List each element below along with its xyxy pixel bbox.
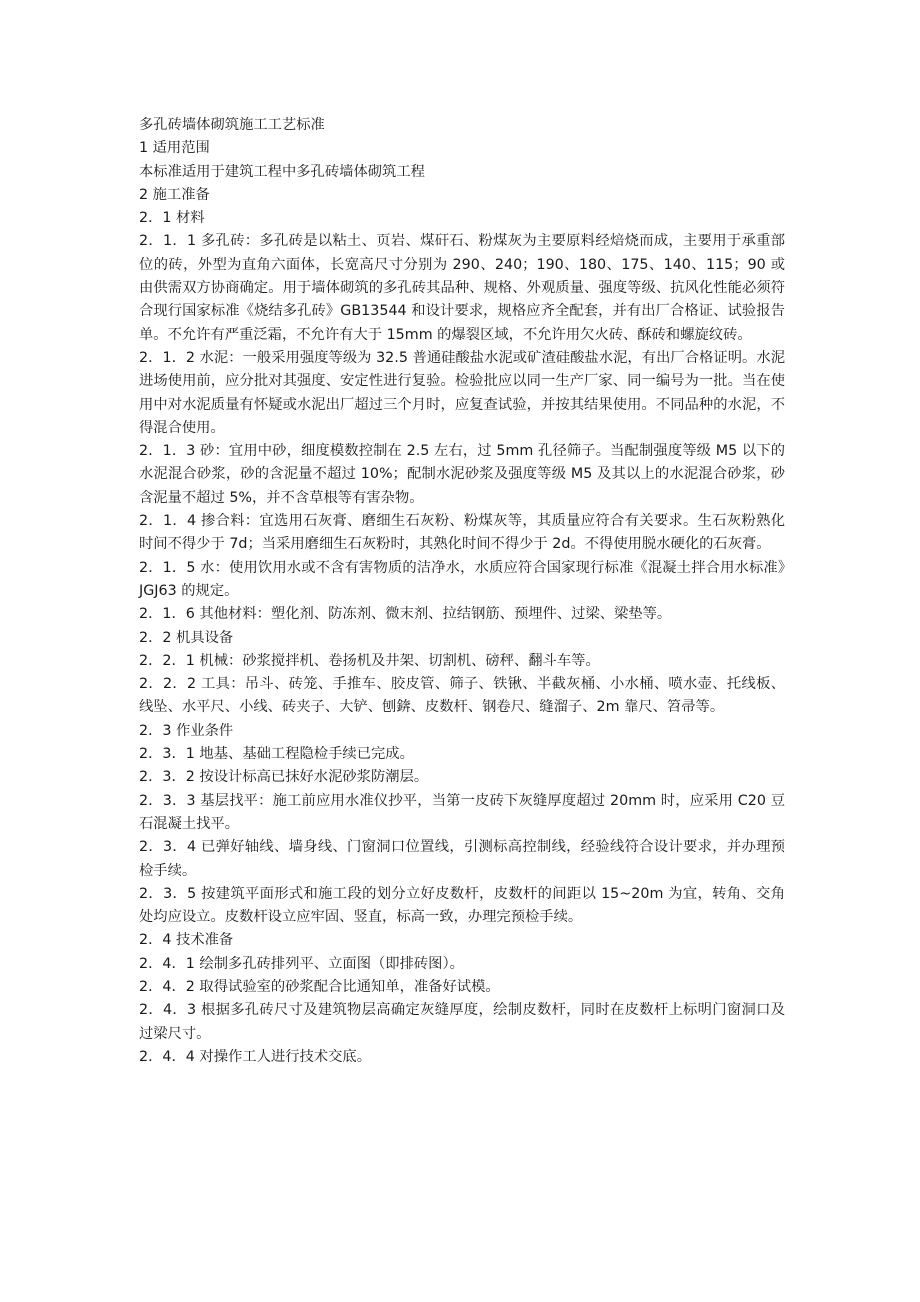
paragraph: 2．4．3 根据多孔砖尺寸及建筑物层高确定灰缝厚度，绘制皮数杆，同时在皮数杆上标明门窗洞口及过梁尺寸。 (139, 1002, 785, 1042)
paragraph: 2．1．1 多孔砖：多孔砖是以粘土、页岩、煤矸石、粉煤灰为主要原料经焙烧而成，主要用于承重部位的砖，外型为直角六面体，长宽高尺寸分别为 290、240；190、180、175、140、115；90 或由供需双方协商确定。用于墙体砌筑的多孔砖其品种、规格、外观质量、强度等级、抗风化性能必须符合现行国家标准《烧结多孔砖》GB13544 和设计要求，规格应齐全配套，并有出厂合格证、试验报告单。不允许有严重泛霜，不允许有大于 15mm 的爆裂区域，不允许用欠火砖、酥砖和螺旋纹砖。 (139, 233, 785, 343)
document-title: 多孔砖墙体砌筑施工工艺标准 (139, 117, 325, 133)
paragraph: 2．4．2 取得试验室的砂浆配合比通知单，准备好试模。 (139, 978, 500, 995)
subsection-heading: 2．3 作业条件 (139, 722, 234, 739)
paragraph: 2．1．2 水泥：一般采用强度等级为 32.5 普通硅酸盐水泥或矿渣硅酸盐水泥，有出厂合格证明。水泥进场使用前，应分批对其强度、安定性进行复验。检验批应以同一生产厂家、同一编号为一批。当在使用中对水泥质量有怀疑或水泥出厂超过三个月时，应复查试验，并按其结果使用。不同品种的水泥，不得混合使用。 (139, 349, 785, 436)
subsection-heading: 2．1 材料 (139, 210, 205, 227)
document-body (139, 114, 785, 1069)
section-heading: 2 施工准备 (139, 186, 210, 203)
paragraph: 2．2．1 机械：砂浆搅拌机、卷扬机及井架、切割机、磅秤、翻斗车等。 (139, 652, 600, 669)
paragraph: 2．3．2 按设计标高已抹好水泥砂浆防潮层。 (139, 769, 429, 786)
paragraph: 2．1．5 水：使用饮用水或不含有害物质的洁净水，水质应符合国家现行标准《混凝土拌合用水标准》JGJ63 的规定。 (139, 559, 785, 599)
paragraph: 本标准适用于建筑工程中多孔砖墙体砌筑工程 (139, 163, 425, 180)
subsection-heading: 2．2 机具设备 (139, 629, 234, 646)
paragraph: 2．2．2 工具：吊斗、砖笼、手推车、胶皮管、筛子、铁锹、半截灰桶、小水桶、喷水壶、托线板、线坠、水平尺、小线、砖夹子、大铲、刨錛、皮数杆、钢卷尺、缝溜子、2m 靠尺、笤帚等。 (139, 676, 785, 716)
paragraph: 2．3．3 基层找平：施工前应用水准仪抄平，当第一皮砖下灰缝厚度超过 20mm 时，应采用 C20 豆石混凝土找平。 (139, 792, 785, 832)
paragraph: 2．3．1 地基、基础工程隐检手续已完成。 (139, 746, 414, 763)
paragraph: 2．4．1 绘制多孔砖排列平、立面图（即排砖图）。 (139, 955, 464, 972)
paragraph: 2．1．4 掺合料：宜选用石灰膏、磨细生石灰粉、粉煤灰等，其质量应符合有关要求。生石灰粉熟化时间不得少于 7d；当采用磨细生石灰粉时，其熟化时间不得少于 2d。不得使用脱水硬化的石灰膏。 (139, 513, 785, 553)
subsection-heading: 2．4 技术准备 (139, 932, 234, 949)
section-heading: 1 适用范围 (139, 140, 210, 157)
paragraph: 2．1．3 砂：宜用中砂，细度模数控制在 2.5 左右，过 5mm 孔径筛子。当配制强度等级 M5 以下的水泥混合砂浆，砂的含泥量不超过 10%；配制水泥砂浆及强度等级 M5 及其以上的水泥混合砂浆，砂含泥量不超过 5%，并不含草根等有害杂物。 (139, 443, 785, 506)
paragraph: 2．4．4 对操作工人进行技术交底。 (139, 1048, 371, 1065)
paragraph: 2．3．4 已弹好轴线、墙身线、门窗洞口位置线，引测标高控制线，经验线符合设计要求，并办理预检手续。 (139, 839, 785, 879)
paragraph: 2．3．5 按建筑平面形式和施工段的划分立好皮数杆，皮数杆的间距以 15~20m 为宜，转角、交角处均应设立。皮数杆设立应牢固、竖直，标高一致，办理完预检手续。 (139, 885, 785, 926)
paragraph: 2．1．6 其他材料：塑化剂、防冻剂、微末剂、拉结钢筋、预埋件、过梁、梁垫等。 (139, 606, 672, 623)
